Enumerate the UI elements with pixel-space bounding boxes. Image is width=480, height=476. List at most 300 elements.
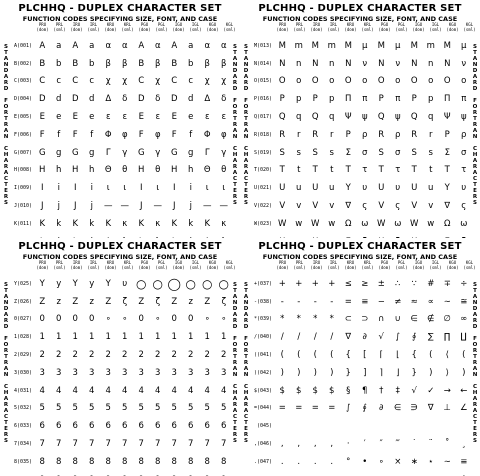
glyph-cell: Q (377, 112, 385, 123)
glyph-cell: · (346, 439, 350, 450)
glyph-cell: • (362, 456, 368, 467)
character-row (250, 417, 472, 435)
side-label-char: C (472, 176, 478, 182)
glyph-cell: ∘ (204, 314, 210, 325)
glyph-cell: 5 (122, 403, 128, 414)
glyph-cell: 6 (89, 421, 95, 432)
side-label-char: T (233, 354, 237, 360)
glyph-cell: K (72, 218, 79, 229)
side-label-char: A (472, 74, 478, 80)
side-label-right (471, 282, 479, 444)
panel-subtitle: FUNCTION CODES SPECIFYING SIZE, FONT, AND CASE (262, 253, 458, 261)
side-label-char: R (472, 360, 478, 366)
glyph-cell: ∞ (460, 314, 468, 325)
side-label-char: R (472, 80, 478, 86)
glyph-cell: ν (395, 58, 401, 69)
side-label-char: N (472, 300, 478, 306)
glyph-cell: ζ (122, 296, 128, 307)
row-label: F(006) (13, 131, 32, 138)
glyph-cell: I (40, 183, 44, 194)
column-header: PRU (dom) (276, 22, 289, 32)
glyph-cell: 3 (204, 367, 210, 378)
glyph-cell: √ (378, 332, 384, 343)
glyph-cell: y (89, 278, 95, 289)
glyph-cell: 1 (138, 332, 144, 343)
character-rows (10, 275, 232, 476)
character-row (250, 197, 472, 215)
glyph-cell: - (280, 296, 284, 307)
glyph-cell: G (137, 147, 145, 158)
glyph-cell: [ (363, 350, 367, 361)
glyph-cell: ‴ (395, 439, 400, 450)
glyph-cell: Ω (345, 218, 352, 229)
glyph-cell: ∪ (394, 314, 401, 325)
row-label: U(021) (253, 185, 272, 192)
glyph-cell: — (104, 201, 113, 212)
glyph-cell: B (72, 58, 79, 69)
panel-title: PLCHHQ - DUPLEX CHARACTER SET (18, 241, 222, 252)
glyph-cell: O (278, 76, 286, 87)
glyph-cell: * (296, 314, 301, 325)
glyph-cell: * (313, 314, 318, 325)
glyph-cell: 3 (188, 367, 194, 378)
side-label-char: A (3, 312, 9, 318)
column-header: PRL (sml) (293, 22, 306, 32)
row-cells (34, 331, 232, 343)
glyph-cell: K (39, 218, 46, 229)
glyph-cell: H (171, 165, 178, 176)
row-cells (34, 129, 232, 141)
glyph-cell: o (428, 76, 434, 87)
glyph-cell: ρ (362, 129, 368, 140)
glyph-cell: ε (204, 112, 210, 123)
glyph-cell: ο (395, 76, 401, 87)
column-header: KGL (sml) (223, 260, 236, 270)
side-label-char: O (243, 104, 249, 110)
glyph-cell: J (139, 201, 143, 212)
side-label-char: D (472, 306, 478, 312)
glyph-cell: χ (221, 76, 227, 87)
glyph-cell: m (294, 40, 303, 51)
side-label-char: S (244, 44, 248, 50)
glyph-cell: } (345, 367, 351, 378)
side-label-char: S (4, 44, 8, 50)
row-label: -(038) (253, 298, 272, 305)
glyph-cell: ∏ (444, 332, 451, 343)
glyph-cell: ∘ (221, 314, 227, 325)
glyph-cell: 8 (105, 456, 111, 467)
side-label-char: S (233, 282, 237, 288)
row-label: E(005) (13, 114, 32, 121)
glyph-cell: W (311, 218, 320, 229)
glyph-cell: ÷ (460, 278, 468, 289)
glyph-cell: $ (329, 385, 335, 396)
glyph-cell: c (56, 76, 62, 87)
glyph-cell: — (120, 201, 129, 212)
glyph-cell: 4 (155, 385, 161, 396)
panel-subtitle: FUNCTION CODES SPECIFYING SIZE, FONT, AND CASE (22, 15, 218, 23)
side-label-char: R (3, 318, 9, 324)
glyph-cell: - (330, 296, 334, 307)
glyph-cell: - (297, 296, 301, 307)
glyph-cell: M (311, 40, 319, 51)
side-label-char: R (472, 432, 478, 438)
glyph-cell: 2 (138, 350, 144, 361)
side-label-char: F (233, 336, 237, 342)
row-label: N(014) (253, 60, 272, 67)
glyph-cell: 2 (171, 350, 177, 361)
glyph-cell: ˚ (445, 439, 450, 450)
column-header: IRU (dom) (310, 22, 323, 32)
glyph-cell: ⌈ (379, 350, 383, 361)
side-label-char: S (244, 282, 248, 288)
glyph-cell: f (189, 129, 193, 140)
glyph-cell: J (73, 201, 77, 212)
row-cells (274, 111, 472, 123)
glyph-cell: ( (313, 350, 317, 361)
side-label-char: R (232, 348, 238, 354)
glyph-cell: E (39, 112, 45, 123)
side-label-char: E (4, 426, 8, 432)
side-label-char: A (232, 312, 238, 318)
glyph-cell: Θ (203, 165, 211, 176)
glyph-cell: $ (279, 385, 285, 396)
glyph-cell: 8 (155, 456, 161, 467)
row-cells (274, 200, 472, 212)
character-row (10, 73, 232, 91)
glyph-cell: π (362, 94, 368, 105)
row-label: 6(033) (13, 423, 32, 430)
column-header: IRU (dom) (310, 260, 323, 270)
glyph-cell: ∠ (459, 403, 468, 414)
glyph-cell: ⌉ (379, 367, 383, 378)
glyph-cell: ∵ (411, 278, 417, 289)
glyph-cell: = (295, 403, 303, 414)
glyph-cell: ζ (155, 296, 161, 307)
glyph-cell: 7 (138, 439, 144, 450)
glyph-cell: # (427, 278, 435, 289)
glyph-cell: ζ (221, 296, 227, 307)
side-label-char: T (4, 116, 8, 122)
character-row (10, 364, 232, 382)
side-label-char: C (232, 176, 238, 182)
glyph-cell: γ (155, 147, 161, 158)
side-label-char: A (232, 128, 238, 134)
glyph-cell: E (171, 112, 177, 123)
side-label-char: R (472, 194, 478, 200)
character-row (250, 215, 472, 233)
glyph-cell: ∅ (443, 314, 451, 325)
character-row (10, 311, 232, 329)
glyph-cell: Μ (443, 40, 451, 51)
glyph-cell: ⟨ (445, 350, 449, 361)
side-label-char: R (243, 122, 249, 128)
glyph-cell: m (327, 40, 336, 51)
side-label-char: C (3, 414, 9, 420)
glyph-cell: ∂ (379, 403, 384, 414)
column-header: PGL (sml) (155, 22, 168, 32)
glyph-cell: s (296, 147, 301, 158)
column-header: IGL (sml) (429, 22, 442, 32)
glyph-cell: ″ (379, 439, 383, 450)
side-label-char: C (3, 146, 9, 152)
side-label-char: T (244, 288, 248, 294)
glyph-cell: φ (121, 129, 128, 140)
glyph-cell: ≡ (361, 296, 369, 307)
side-label-char: T (473, 354, 477, 360)
glyph-cell: g (188, 147, 194, 158)
side-label-char: N (3, 300, 9, 306)
row-cells (34, 58, 232, 70)
glyph-cell: { (411, 350, 417, 361)
glyph-cell: θ (122, 165, 128, 176)
side-label-char: T (473, 420, 477, 426)
column-header: KGL (sml) (223, 22, 236, 32)
character-rows (10, 37, 232, 238)
glyph-cell: ) (429, 367, 433, 378)
glyph-cell: υ (362, 183, 368, 194)
glyph-cell: 3 (39, 367, 45, 378)
glyph-cell: Π (444, 94, 451, 105)
side-label-char: A (472, 294, 478, 300)
side-label-char: R (3, 164, 9, 170)
row-cells (34, 147, 232, 159)
glyph-cell: u (296, 183, 302, 194)
side-label-char: C (472, 384, 478, 390)
glyph-cell: T (411, 165, 417, 176)
glyph-cell: 8 (122, 456, 128, 467)
side-label-char: N (472, 62, 478, 68)
glyph-cell: α (154, 40, 161, 51)
side-label-char: H (472, 152, 478, 158)
glyph-cell: $ (296, 385, 302, 396)
row-label: Y(025) (13, 280, 32, 287)
glyph-cell: Φ (104, 129, 112, 140)
glyph-cell: ≡ (460, 456, 468, 467)
glyph-cell: A (39, 40, 46, 51)
glyph-cell: = (278, 403, 286, 414)
side-label-char: T (244, 50, 248, 56)
panel-top-left (0, 0, 240, 238)
glyph-cell: Π (345, 94, 352, 105)
character-row (250, 400, 472, 418)
glyph-cell: α (121, 40, 128, 51)
side-label-left (242, 44, 250, 206)
row-label: I(009) (13, 185, 32, 192)
row-label: +(037) (253, 280, 272, 287)
character-row (10, 108, 232, 126)
glyph-cell: k (188, 218, 194, 229)
glyph-cell: σ (461, 147, 467, 158)
glyph-cell: I (139, 183, 143, 194)
glyph-cell: Γ (204, 147, 210, 158)
glyph-cell: ∐ (460, 332, 467, 343)
glyph-cell: C (138, 76, 145, 87)
row-cells (274, 456, 472, 468)
glyph-cell: v (428, 201, 434, 212)
glyph-cell: τ (395, 165, 401, 176)
glyph-cell: M (377, 40, 385, 51)
glyph-cell: P (279, 94, 285, 105)
glyph-cell: , (280, 439, 284, 450)
glyph-cell: + (295, 278, 303, 289)
row-cells (274, 349, 472, 361)
row-label: W(023) (253, 220, 272, 227)
glyph-cell: u (329, 183, 335, 194)
glyph-cell: j (90, 201, 93, 212)
side-label-char: H (232, 390, 238, 396)
side-label-char: O (232, 342, 238, 348)
side-label-char: E (473, 426, 477, 432)
side-label-char: R (3, 194, 9, 200)
row-label: C(003) (13, 78, 32, 85)
glyph-cell: ○ (152, 276, 163, 291)
side-label-char: F (244, 98, 248, 104)
side-label-char: A (3, 74, 9, 80)
glyph-cell: 5 (105, 403, 111, 414)
side-label-char: A (243, 294, 249, 300)
row-cells (274, 182, 472, 194)
side-label-char: A (243, 408, 249, 414)
column-header: KRL (sml) (121, 22, 134, 32)
side-label-char: C (243, 414, 249, 420)
glyph-cell: ψ (361, 112, 368, 123)
glyph-cell: } (411, 367, 417, 378)
glyph-cell: β (155, 58, 161, 69)
side-label-right (231, 282, 239, 444)
side-label-char: H (472, 390, 478, 396)
row-label: R(018) (253, 131, 272, 138)
side-label-char: S (473, 438, 477, 444)
column-header: PGU (dom) (138, 260, 151, 270)
glyph-cell: ✓ (427, 385, 435, 396)
glyph-cell: B (138, 58, 145, 69)
glyph-cell: Ρ (444, 129, 450, 140)
glyph-cell: ε (155, 112, 161, 123)
glyph-cell: 0 (39, 314, 45, 325)
side-label-char: D (243, 306, 249, 312)
side-label-char: F (233, 98, 237, 104)
side-label-char: N (243, 62, 249, 68)
side-label-char: E (244, 188, 248, 194)
glyph-cell: T (378, 165, 384, 176)
glyph-cell: ¨ (428, 439, 433, 450)
side-label-char: A (3, 396, 9, 402)
glyph-cell: Τ (345, 165, 351, 176)
glyph-cell: . (330, 456, 334, 467)
side-label-char: A (472, 128, 478, 134)
character-row (10, 275, 232, 293)
glyph-cell: × (394, 456, 402, 467)
glyph-cell: ε (105, 112, 111, 123)
side-label-char: O (243, 342, 249, 348)
side-label-char: T (233, 420, 237, 426)
row-cells (274, 164, 472, 176)
glyph-cell: u (428, 183, 434, 194)
glyph-cell: Ρ (345, 129, 351, 140)
glyph-cell: — (153, 201, 162, 212)
character-row (250, 471, 472, 476)
glyph-cell: s (428, 147, 433, 158)
row-label: K(011) (13, 220, 32, 227)
glyph-cell: χ (204, 76, 210, 87)
glyph-cell: H (39, 165, 46, 176)
glyph-cell: * (329, 314, 334, 325)
row-label: B(002) (13, 60, 32, 67)
glyph-cell: 5 (72, 403, 78, 414)
glyph-cell: 4 (171, 385, 177, 396)
panel-subtitle: FUNCTION CODES SPECIFYING SIZE, FONT, AND CASE (262, 15, 458, 23)
side-label-char: R (232, 360, 238, 366)
glyph-cell: 3 (89, 367, 95, 378)
glyph-cell: ⟩ (445, 367, 449, 378)
glyph-cell: Κ (204, 218, 211, 229)
glyph-cell: 1 (105, 332, 111, 343)
side-label-char: S (244, 200, 248, 206)
side-label-char: E (233, 188, 237, 194)
glyph-cell: Υ (105, 278, 111, 289)
row-label: S(019) (253, 149, 272, 156)
side-label-char: N (472, 134, 478, 140)
glyph-cell: c (188, 76, 194, 87)
column-header: IGL (sml) (429, 260, 442, 270)
glyph-cell: , (330, 439, 334, 450)
column-header: IRL (sml) (327, 260, 340, 270)
glyph-cell: ε (221, 112, 227, 123)
character-row (10, 162, 232, 180)
side-label-char: T (4, 354, 8, 360)
column-header: PRU (dom) (276, 260, 289, 270)
glyph-cell: O (410, 76, 418, 87)
glyph-cell: ( (280, 350, 284, 361)
glyph-cell: ∼ (443, 456, 451, 467)
glyph-cell: V (411, 201, 418, 212)
glyph-cell: W (278, 218, 287, 229)
glyph-cell: 0 (188, 314, 194, 325)
glyph-cell: $ (312, 385, 318, 396)
glyph-cell: k (56, 218, 62, 229)
column-header: KRU (dom) (104, 260, 117, 270)
glyph-cell: ∘ (122, 314, 128, 325)
glyph-cell: T (279, 165, 285, 176)
side-label-char: H (243, 152, 249, 158)
side-label-char: T (233, 50, 237, 56)
glyph-cell: ∮ (362, 403, 367, 414)
glyph-cell: o (329, 76, 335, 87)
side-label-char: D (472, 324, 478, 330)
glyph-cell: ∇ (345, 332, 352, 343)
glyph-cell: ∮ (412, 332, 417, 343)
glyph-cell: a (89, 40, 95, 51)
row-cells (274, 313, 472, 325)
glyph-cell: Φ (203, 129, 211, 140)
glyph-cell: Z (138, 296, 145, 307)
glyph-cell: y (56, 278, 62, 289)
glyph-cell: ∘ (378, 456, 384, 467)
glyph-cell: v (329, 201, 335, 212)
glyph-cell: μ (395, 40, 401, 51)
side-label-char: A (243, 74, 249, 80)
side-label-char: D (243, 86, 249, 92)
glyph-cell: § (346, 385, 351, 396)
glyph-cell: ◯ (167, 276, 181, 291)
glyph-cell: + (278, 278, 286, 289)
side-label-char: D (243, 68, 249, 74)
glyph-cell: E (138, 112, 144, 123)
glyph-cell: s (329, 147, 334, 158)
side-label-char: C (472, 146, 478, 152)
side-label-char: S (473, 44, 477, 50)
